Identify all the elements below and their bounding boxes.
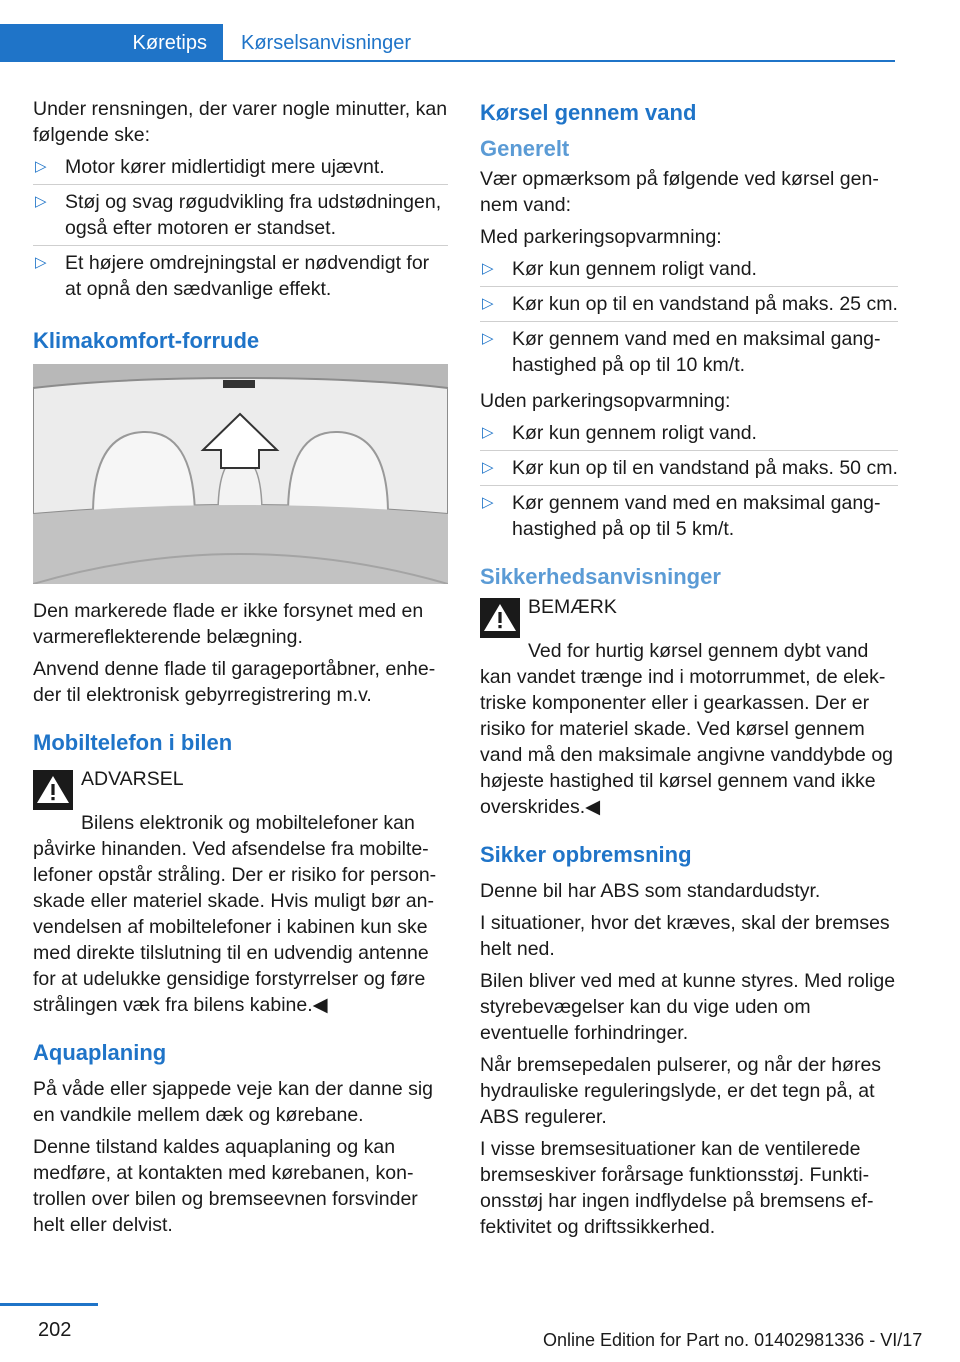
triangle-bullet-icon: ▷ (482, 424, 494, 441)
list-item: ▷ Kør gennem vand med en maksimal ganghastighed på op til 5 km/t. (482, 492, 881, 540)
windshield-figure (33, 364, 448, 584)
triangle-bullet-icon: ▷ (482, 494, 494, 511)
heading-klimakomfort: Klimakomfort-forrude (33, 328, 260, 353)
list-item: ▷ Et højere omdrejningstal er nødvendigt for at opnå den sædvanlige effekt. (35, 252, 430, 300)
heading-koersel-vand: Kørsel gennem vand (480, 100, 697, 125)
note-text: Ved for hurtig kørsel gennem dybt vand kan vandet trænge ind i motorrummet, de elektriske komponenter eller i gearkassen. Der er risiko for materiel skade. Ved kørsel gennem vand må den maksimale angivne vanddybde og højeste hastighed til kørsel gennem vand ikke overskrides.◀ (480, 640, 894, 818)
brems-text-2: I situationer, hvor det kræves, skal der bremses helt ned. (480, 912, 890, 960)
heading-sikkerhedsanvisninger: Sikkerhedsanvisninger (480, 564, 721, 589)
triangle-bullet-icon: ▷ (482, 459, 494, 476)
heading-mobiltelefon: Mobiltelefon i bilen (33, 730, 233, 755)
triangle-bullet-icon: ▷ (35, 193, 47, 210)
generelt-text: Vær opmærksom på følgende ved kørsel gennem vand: (480, 168, 879, 216)
list-item: ▷ Støj og svag røgudvikling fra udstødningen, også efter motoren er standset. (33, 189, 448, 246)
triangle-bullet-icon: ▷ (482, 330, 494, 347)
list-item: ▷ Kør gennem vand med en maksimal ganghastighed på op til 10 km/t. (482, 328, 881, 376)
uden-parkering-list (480, 420, 898, 546)
warning-box (33, 766, 448, 810)
warning-triangle-icon (480, 598, 520, 638)
note-box (480, 594, 898, 638)
header-divider (223, 60, 895, 62)
uden-parkering-label: Uden parkeringsopvarmning: (480, 390, 731, 412)
list-item: ▷ Kør kun op til en vandstand på maks. 25 cm. (480, 291, 898, 322)
triangle-bullet-icon: ▷ (35, 158, 47, 175)
footer-accent-line (0, 1303, 98, 1306)
heading-aquaplaning: Aquaplaning (33, 1040, 167, 1065)
edition-text: Online Edition for Part no. 01402981336 - VI/17 (543, 1330, 923, 1350)
warning-title: ADVARSEL (81, 768, 184, 790)
intro-text: Under rensningen, der varer nogle minutter, kan følgende ske: (33, 98, 448, 146)
klima-text-1: Den markerede flade er ikke forsynet med en varmereflekterende belægning. (33, 600, 424, 648)
note-title: BEMÆRK (528, 596, 617, 618)
page-header (0, 0, 895, 62)
right-column (480, 96, 898, 1246)
aqua-text-2: Denne tilstand kaldes aquaplaning og kan medføre, at kontakten med kørebanen, kontrollen over bilen og bremseevnen forsvinder helt eller delvist. (33, 1136, 418, 1236)
warning-triangle-icon (33, 770, 73, 810)
list-item: ▷ Kør kun op til en vandstand på maks. 50 cm. (480, 455, 898, 486)
brems-text-3: Bilen bliver ved med at kunne styres. Med rolige styrebevægelser kan du vige uden om eventuelle forhindringer. (480, 970, 896, 1044)
list-item: ▷ Motor kører midlertidigt mere ujævnt. (33, 154, 448, 185)
list-item: ▷ Kør kun gennem roligt vand. (480, 420, 898, 451)
brems-text-5: I visse bremsesituationer kan de ventilerede bremseskiver forårsage funktionsstøj. Funktionsstøj har ingen indflydelse på bremsens effektivitet og driftssikkerhed. (480, 1138, 874, 1238)
page-number: 202 (38, 1319, 72, 1341)
list-item: ▷ Kør kun gennem roligt vand. (480, 256, 898, 287)
warning-text: Bilens elektronik og mobiltelefoner kan påvirke hinanden. Ved afsendelse fra mobiltelefoner opstår stråling. Der er risiko for personskade eller materiel skade. Hvis muligt bør anvendelsen af mobiltelefoner i kabinen kun ske med direkte tilslutning til en udvendig antenne for at udelukke gensidige forstyrrelser og føre strålingen væk fra bilens kabine.◀ (33, 812, 437, 1016)
cleaning-effects-list (33, 154, 448, 306)
triangle-bullet-icon: ▷ (482, 295, 494, 312)
left-column (33, 96, 448, 1244)
klima-text-2: Anvend denne flade til garageportåbner, enheder til elektronisk gebyrregistrering m.v. (33, 658, 436, 706)
brems-text-1: Denne bil har ABS som standardudstyr. (480, 880, 821, 902)
med-parkering-list (480, 256, 898, 382)
brems-text-4: Når bremsepedalen pulserer, og når der høres hydrauliske reguleringslyde, er det tegn på, at ABS regulerer. (480, 1054, 882, 1128)
tab-koerselsanvisninger[interactable]: Kørselsanvisninger (241, 31, 412, 54)
aqua-text-1: På våde eller sjappede veje kan der danne sig en vandkile mellem dæk og kørebane. (33, 1078, 434, 1126)
tab-koeretips[interactable]: Køretips (0, 24, 223, 62)
med-parkering-label: Med parkeringsopvarmning: (480, 226, 722, 248)
heading-generelt: Generelt (480, 136, 570, 161)
heading-sikker-opbremsning: Sikker opbremsning (480, 842, 692, 867)
triangle-bullet-icon: ▷ (35, 254, 47, 271)
triangle-bullet-icon: ▷ (482, 260, 494, 277)
